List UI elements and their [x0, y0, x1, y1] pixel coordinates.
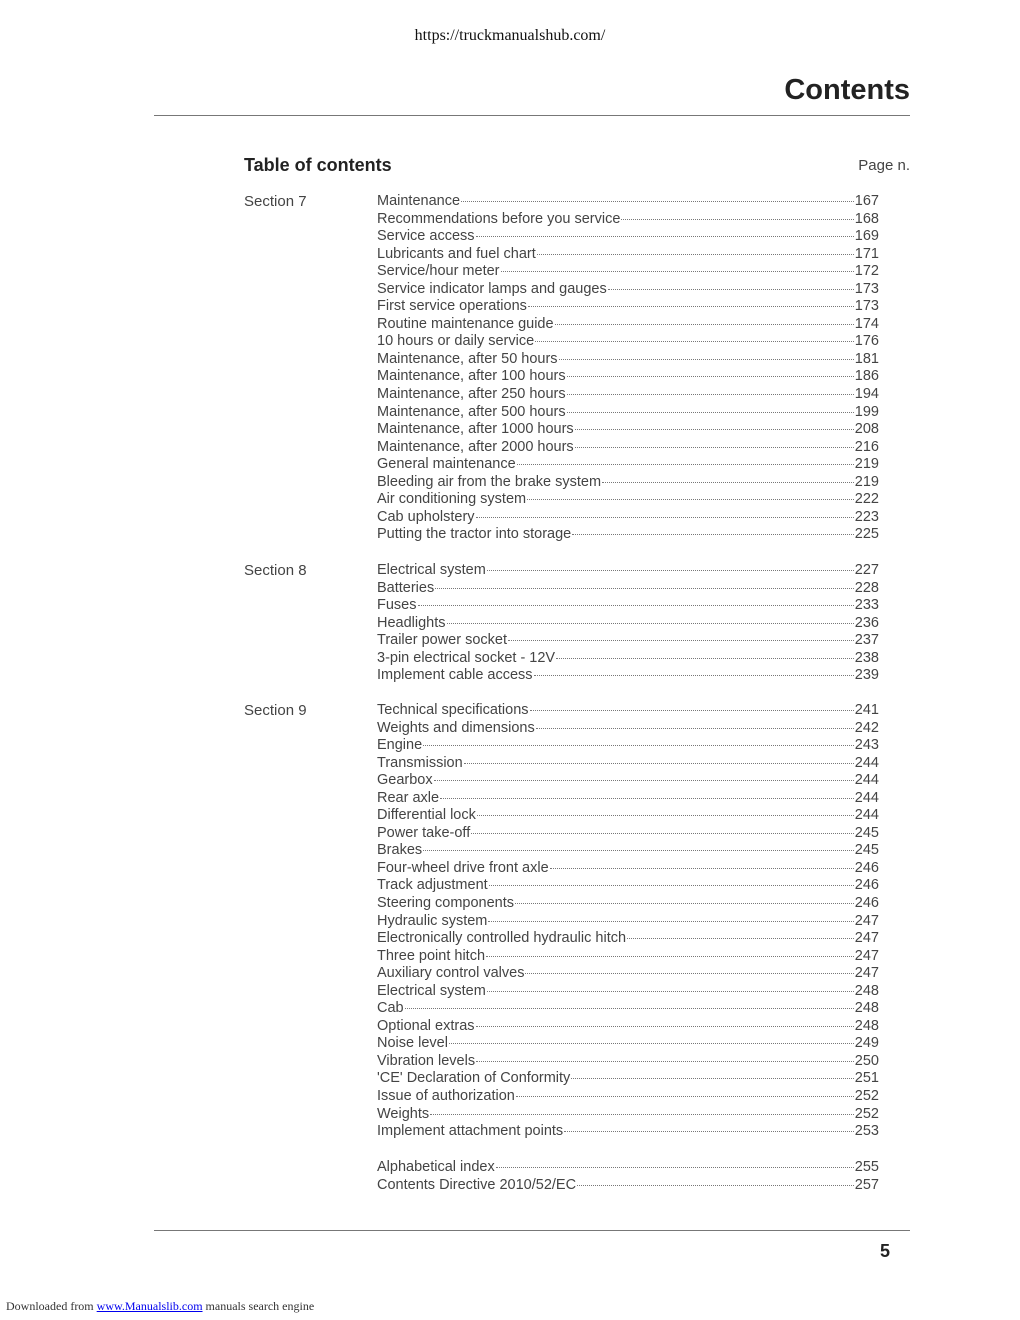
- toc-entry-page: 228: [854, 579, 879, 596]
- toc-entry-page: 173: [854, 280, 879, 297]
- download-footer: [6, 1299, 314, 1314]
- toc-entry-page: 168: [854, 210, 879, 227]
- toc-entry-page: 225: [854, 526, 879, 543]
- dot-leader: [608, 289, 854, 290]
- dot-leader: [461, 201, 854, 202]
- toc-entry[interactable]: [377, 562, 879, 580]
- dot-leader: [550, 868, 854, 869]
- header-divider: [154, 115, 910, 116]
- dot-leader: [517, 464, 854, 465]
- toc-entry-title: Service access: [377, 228, 475, 245]
- toc-entry-title: Rear axle: [377, 789, 440, 806]
- toc-entry[interactable]: [377, 632, 879, 650]
- toc-entry[interactable]: [377, 807, 879, 825]
- toc-entry[interactable]: [377, 1106, 879, 1124]
- toc-entry-page: 227: [854, 562, 879, 578]
- dot-leader: [476, 236, 854, 237]
- toc-entry[interactable]: [377, 263, 879, 281]
- toc-entry-title: Issue of authorization: [377, 1088, 515, 1105]
- toc-entry-page: 246: [854, 859, 879, 876]
- page-number: 5: [879, 1241, 890, 1261]
- dot-leader: [556, 658, 854, 659]
- toc-entry-title: Putting the tractor into storage: [377, 526, 572, 543]
- dot-leader: [528, 306, 854, 307]
- toc-entry[interactable]: [377, 404, 879, 422]
- toc-entry-title: Implement attachment points: [377, 1123, 564, 1140]
- toc-entry-page: 252: [854, 1088, 879, 1105]
- toc-entry[interactable]: [377, 877, 879, 895]
- dot-leader: [530, 710, 854, 711]
- toc-entry-page: 253: [854, 1123, 879, 1140]
- toc-entry-page: 243: [854, 737, 879, 754]
- toc-entry[interactable]: [377, 1159, 879, 1177]
- toc-entry-title: Bleeding air from the brake system: [377, 473, 602, 490]
- toc-entry-title: Cab: [377, 1000, 404, 1017]
- toc-entry-title: Maintenance, after 50 hours: [377, 350, 558, 367]
- toc-entry[interactable]: [377, 1088, 879, 1106]
- toc-entry-title: Electronically controlled hydraulic hitch: [377, 930, 627, 947]
- toc-entry[interactable]: [377, 965, 879, 983]
- toc-entry-title: Three point hitch: [377, 947, 486, 964]
- toc-entry-title: Routine maintenance guide: [377, 315, 554, 332]
- dot-leader: [496, 1167, 854, 1168]
- dot-leader: [434, 780, 854, 781]
- toc-entry-title: Headlights: [377, 614, 446, 631]
- toc-entry[interactable]: [377, 948, 879, 966]
- toc-entry-page: 247: [854, 965, 879, 982]
- toc-entry[interactable]: [377, 386, 879, 404]
- dot-leader: [567, 412, 854, 413]
- dot-leader: [627, 938, 854, 939]
- toc-entry-title: Recommendations before you service: [377, 210, 621, 227]
- toc-entry[interactable]: [377, 667, 879, 685]
- section-7-entries: [377, 193, 879, 544]
- toc-entry-title: Weights and dimensions: [377, 719, 535, 736]
- toc-entry-title: General maintenance: [377, 456, 516, 473]
- toc-entry-title: Alphabetical index: [377, 1159, 495, 1175]
- dot-leader: [487, 570, 854, 571]
- toc-entry-page: 247: [854, 912, 879, 929]
- toc-entry[interactable]: [377, 842, 879, 860]
- footer-prefix: Downloaded from: [6, 1299, 94, 1313]
- toc-entry-page: 244: [854, 754, 879, 771]
- toc-entry-page: 239: [854, 667, 879, 684]
- dot-leader: [487, 991, 854, 992]
- toc-entry-page: 186: [854, 368, 879, 385]
- toc-entry[interactable]: [377, 860, 879, 878]
- dot-leader: [571, 1078, 853, 1079]
- page-title: Contents: [784, 74, 910, 106]
- toc-entry-page: 246: [854, 895, 879, 912]
- toc-entry[interactable]: [377, 1018, 879, 1036]
- toc-entry-page: 246: [854, 877, 879, 894]
- toc-entry-page: 252: [854, 1105, 879, 1122]
- source-url: https://truckmanualshub.com/: [414, 27, 606, 44]
- toc-entry[interactable]: [377, 895, 879, 913]
- toc-entry-title: Brakes: [377, 842, 423, 859]
- toc-entry[interactable]: [377, 228, 879, 246]
- dot-leader: [449, 1043, 854, 1044]
- dot-leader: [423, 745, 854, 746]
- toc-entry-title: Steering components: [377, 895, 515, 912]
- toc-entry-page: 241: [854, 702, 879, 718]
- toc-entry-title: Maintenance, after 2000 hours: [377, 438, 574, 455]
- toc-entry-title: Noise level: [377, 1035, 448, 1052]
- section-label-7: Section 7: [244, 193, 307, 210]
- toc-entry-title: Optional extras: [377, 1017, 475, 1034]
- toc-entry-page: 248: [854, 1017, 879, 1034]
- toc-entry-page: 199: [854, 403, 879, 420]
- dot-leader: [418, 605, 854, 606]
- toc-entry-title: Auxiliary control valves: [377, 965, 525, 982]
- toc-entry[interactable]: [377, 755, 879, 773]
- dot-leader: [476, 1026, 854, 1027]
- toc-entry-page: 174: [854, 315, 879, 332]
- toc-entry-page: 242: [854, 719, 879, 736]
- dot-leader: [471, 833, 854, 834]
- toc-entry-title: Trailer power socket: [377, 632, 508, 649]
- dot-leader: [486, 956, 854, 957]
- toc-entry-page: 255: [854, 1159, 879, 1175]
- toc-entry[interactable]: [377, 737, 879, 755]
- dot-leader: [489, 885, 854, 886]
- toc-entry-page: 167: [854, 193, 879, 209]
- toc-entry-page: 208: [854, 421, 879, 438]
- dot-leader: [575, 447, 854, 448]
- section-9-entries: [377, 702, 879, 1141]
- toc-entry[interactable]: [377, 246, 879, 264]
- appendix-entries: [377, 1159, 879, 1194]
- toc-entry-title: Power take-off: [377, 824, 471, 841]
- toc-entry[interactable]: [377, 1000, 879, 1018]
- dot-leader: [559, 359, 854, 360]
- toc-entry[interactable]: [377, 913, 879, 931]
- dot-leader: [564, 1131, 854, 1132]
- toc-entry-page: 251: [854, 1070, 879, 1087]
- toc-entry-page: 223: [854, 508, 879, 525]
- toc-entry-title: Technical specifications: [377, 702, 529, 718]
- toc-entry-page: 250: [854, 1052, 879, 1069]
- toc-entry[interactable]: [377, 281, 879, 299]
- toc-entry[interactable]: [377, 702, 879, 720]
- toc-entry[interactable]: [377, 1123, 879, 1141]
- toc-entry-page: 172: [854, 263, 879, 280]
- toc-entry-page: 257: [854, 1176, 879, 1193]
- dot-leader: [501, 271, 854, 272]
- toc-entry-page: 244: [854, 789, 879, 806]
- section-8-entries: [377, 562, 879, 685]
- toc-entry-title: Maintenance, after 500 hours: [377, 403, 566, 420]
- toc-entry-title: Cab upholstery: [377, 508, 475, 525]
- toc-entry-title: 3-pin electrical socket - 12V: [377, 649, 556, 666]
- dot-leader: [535, 341, 854, 342]
- toc-entry[interactable]: [377, 983, 879, 1001]
- toc-entry[interactable]: [377, 456, 879, 474]
- dot-leader: [527, 499, 854, 500]
- toc-entry[interactable]: [377, 1053, 879, 1071]
- toc-entry[interactable]: [377, 615, 879, 633]
- dot-leader: [430, 1114, 854, 1115]
- toc-entry-title: Maintenance, after 250 hours: [377, 386, 566, 403]
- dot-leader: [477, 815, 854, 816]
- toc-entry-page: 236: [854, 614, 879, 631]
- toc-entry-title: Differential lock: [377, 807, 476, 824]
- toc-entry[interactable]: [377, 597, 879, 615]
- toc-entry-page: 249: [854, 1035, 879, 1052]
- toc-entry-title: Service indicator lamps and gauges: [377, 280, 607, 297]
- footer-divider: [154, 1230, 910, 1231]
- toc-entry-page: 181: [854, 350, 879, 367]
- toc-entry-title: Gearbox: [377, 772, 433, 789]
- section-label-8: Section 8: [244, 562, 307, 579]
- toc-entry-page: 245: [854, 842, 879, 859]
- toc-entry[interactable]: [377, 421, 879, 439]
- toc-entry-title: Lubricants and fuel chart: [377, 245, 536, 262]
- toc-entry[interactable]: [377, 351, 879, 369]
- toc-entry-page: 194: [854, 386, 879, 403]
- toc-entry-title: Track adjustment: [377, 877, 488, 894]
- toc-entry-page: 244: [854, 807, 879, 824]
- toc-entry-page: 247: [854, 947, 879, 964]
- dot-leader: [534, 675, 854, 676]
- toc-entry-title: Fuses: [377, 597, 417, 614]
- toc-entry-title: Electrical system: [377, 562, 486, 578]
- toc-entry[interactable]: [377, 491, 879, 509]
- toc-entry[interactable]: [377, 650, 879, 668]
- toc-entry-title: 'CE' Declaration of Conformity: [377, 1070, 571, 1087]
- toc-entry-title: Air conditioning system: [377, 491, 527, 508]
- dot-leader: [537, 254, 854, 255]
- dot-leader: [602, 482, 854, 483]
- toc-entry[interactable]: [377, 790, 879, 808]
- toc-entry[interactable]: [377, 772, 879, 790]
- dot-leader: [405, 1008, 854, 1009]
- toc-heading: Table of contents: [244, 155, 392, 175]
- toc-entry-page: 237: [854, 632, 879, 649]
- dot-leader: [572, 534, 854, 535]
- toc-entry[interactable]: [377, 580, 879, 598]
- dot-leader: [440, 798, 854, 799]
- toc-entry-title: Engine: [377, 737, 423, 754]
- manualslib-link[interactable]: www.Manualslib.com: [96, 1299, 203, 1313]
- toc-entry[interactable]: [377, 720, 879, 738]
- toc-entry-title: 10 hours or daily service: [377, 333, 535, 350]
- dot-leader: [447, 623, 854, 624]
- dot-leader: [464, 763, 854, 764]
- toc-entry[interactable]: [377, 211, 879, 229]
- toc-entry[interactable]: [377, 368, 879, 386]
- toc-entry-title: Implement cable access: [377, 667, 533, 684]
- dot-leader: [567, 376, 854, 377]
- toc-entry-title: Vibration levels: [377, 1052, 476, 1069]
- toc-entry-page: 238: [854, 649, 879, 666]
- toc-entry[interactable]: [377, 316, 879, 334]
- dot-leader: [476, 1061, 854, 1062]
- toc-entry-title: Contents Directive 2010/52/EC: [377, 1176, 577, 1193]
- toc-entry-title: Electrical system: [377, 982, 486, 999]
- footer-suffix: manuals search engine: [205, 1299, 315, 1313]
- toc-entry-page: 233: [854, 597, 879, 614]
- toc-entry-page: 216: [854, 438, 879, 455]
- toc-entry-page: 248: [854, 982, 879, 999]
- toc-entry-page: 219: [854, 473, 879, 490]
- toc-entry[interactable]: [377, 298, 879, 316]
- dot-leader: [575, 429, 854, 430]
- toc-entry-page: 169: [854, 228, 879, 245]
- toc-entry-page: 176: [854, 333, 879, 350]
- toc-entry-title: First service operations: [377, 298, 527, 315]
- dot-leader: [508, 640, 854, 641]
- dot-leader: [536, 728, 854, 729]
- toc-entry-page: 171: [854, 245, 879, 262]
- toc-entry[interactable]: [377, 509, 879, 527]
- toc-entry[interactable]: [377, 439, 879, 457]
- section-label-9: Section 9: [244, 702, 307, 719]
- dot-leader: [516, 1096, 854, 1097]
- toc-entry-title: Service/hour meter: [377, 263, 500, 280]
- toc-entry-page: 245: [854, 824, 879, 841]
- toc-entry-page: 247: [854, 930, 879, 947]
- toc-entry[interactable]: [377, 526, 879, 544]
- dot-leader: [525, 973, 853, 974]
- dot-leader: [423, 850, 854, 851]
- toc-entry-title: Hydraulic system: [377, 912, 488, 929]
- page-column-label: Page n.: [858, 157, 910, 174]
- dot-leader: [577, 1185, 854, 1186]
- toc-entry[interactable]: [377, 1177, 879, 1195]
- dot-leader: [476, 517, 854, 518]
- dot-leader: [515, 903, 854, 904]
- dot-leader: [435, 588, 854, 589]
- toc-entry[interactable]: [377, 1035, 879, 1053]
- toc-entry[interactable]: [377, 825, 879, 843]
- toc-entry-title: Four-wheel drive front axle: [377, 859, 549, 876]
- toc-entry-title: Maintenance: [377, 193, 461, 209]
- dot-leader: [621, 219, 853, 220]
- toc-entry-page: 173: [854, 298, 879, 315]
- toc-entry-title: Weights: [377, 1105, 430, 1122]
- toc-entry-title: Batteries: [377, 579, 435, 596]
- toc-entry-page: 222: [854, 491, 879, 508]
- toc-entry[interactable]: [377, 474, 879, 492]
- toc-entry-title: Maintenance, after 100 hours: [377, 368, 566, 385]
- toc-entry-title: Maintenance, after 1000 hours: [377, 421, 574, 438]
- toc-entry[interactable]: [377, 193, 879, 211]
- toc-entry[interactable]: [377, 333, 879, 351]
- toc-entry-page: 244: [854, 772, 879, 789]
- dot-leader: [555, 324, 854, 325]
- toc-entry[interactable]: [377, 1070, 879, 1088]
- dot-leader: [567, 394, 854, 395]
- toc-entry-title: Transmission: [377, 754, 463, 771]
- toc-entry-page: 219: [854, 456, 879, 473]
- dot-leader: [488, 921, 853, 922]
- toc-entry-page: 248: [854, 1000, 879, 1017]
- toc-entry[interactable]: [377, 930, 879, 948]
